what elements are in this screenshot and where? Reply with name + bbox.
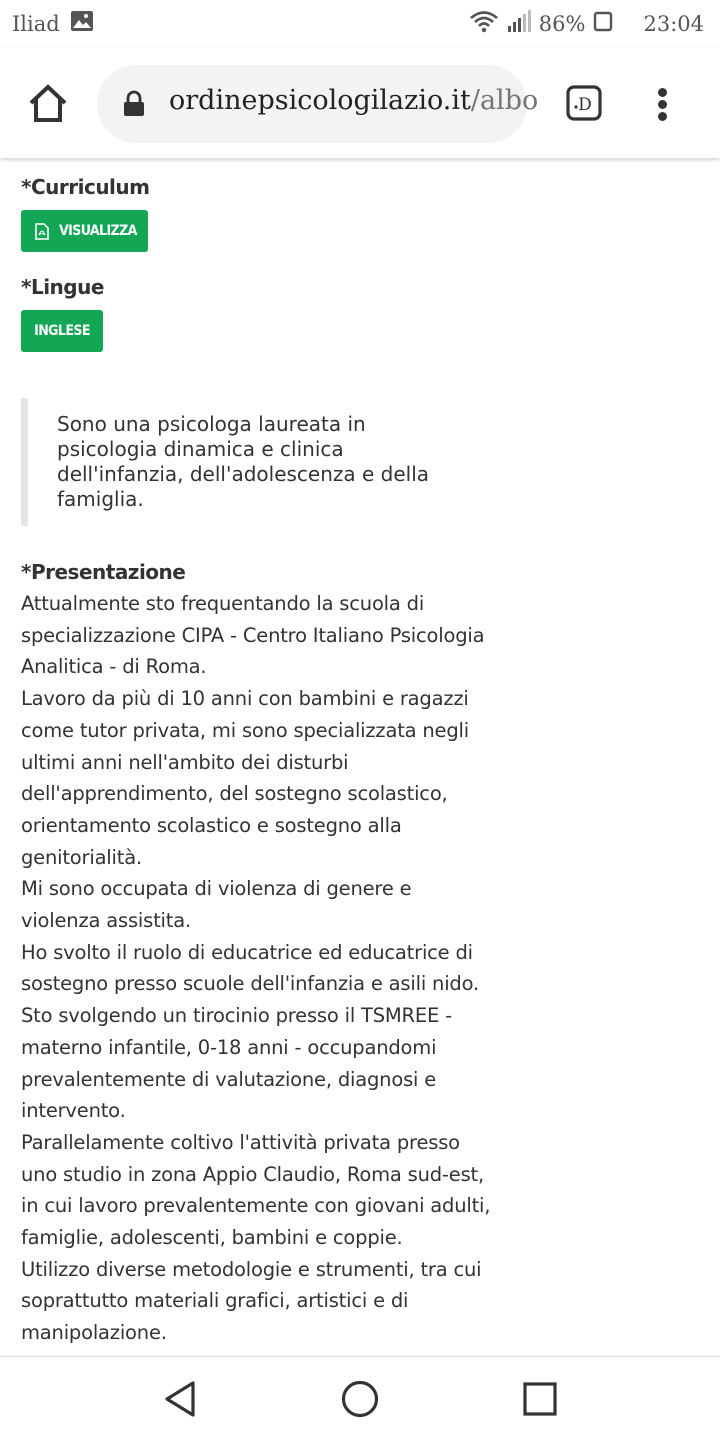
home-icon (26, 111, 70, 130)
presentation-label: *Presentazione (21, 560, 186, 584)
home-button[interactable] (26, 82, 70, 126)
image-notification-icon (70, 10, 94, 37)
presentation-text: Attualmente sto frequentando la scuola di specializzazione CIPA - Centro Italiano Psicologia Analitica - di Roma. Lavoro da più di 10 anni con bambini e ragazzi come tutor privata, mi sono specializzata negli ultimi anni nell'ambito dei disturbi dell'apprendimento, del sostegno scolastico, orientamento scolastico e sostegno alla genitorialità. Mi sono occupata di violenza di genere e violenza assistita. Ho svolto il ruolo di educatrice ed educatrice di sostegno presso scuole dell'infanzia e asili nido. Sto svolgendo un tirocinio presso il TSMREE - materno infantile, 0-18 anni - occupandomi prevalentemente di valutazione, diagnosi e intervento. Parallelamente coltivo l'attività privata presso uno studio in zona Appio Claudio, Roma sud-est, in cui lavoro prevalentemente con giovani adulti, famiglie, adolescenti, bambini e coppie. Utilizzo diverse metodologie e strumenti, tra cui soprattutto materiali grafici, artistici e di manipolazione. (21, 592, 491, 1345)
android-nav-bar (0, 1356, 720, 1441)
nav-home-button[interactable] (340, 1379, 380, 1419)
bio-quote-text: Sono una psicologa laureata in psicologia dinamica e clinica dell'infanzia, dell'adolescenza e della famiglia. (57, 412, 430, 511)
view-cv-button[interactable] (21, 210, 148, 252)
pdf-file-icon (35, 223, 49, 240)
battery-percent: 86% (538, 11, 586, 36)
address-bar[interactable] (97, 65, 539, 143)
url-domain: ordinepsicologilazio.it (169, 85, 471, 116)
back-triangle-icon (160, 1404, 200, 1423)
overflow-menu-button[interactable] (650, 84, 676, 124)
language-badge-english[interactable] (21, 310, 103, 352)
wifi-icon (469, 10, 499, 37)
status-bar (0, 0, 720, 48)
lock-icon (123, 91, 145, 121)
extension-button[interactable] (566, 85, 602, 125)
nav-recents-button[interactable] (520, 1379, 560, 1419)
signal-icon (507, 10, 531, 37)
lingue-label: *Lingue (21, 275, 104, 299)
clock: 23:04 (643, 11, 704, 36)
url-path: /albo (470, 85, 539, 116)
svg-text:D: D (578, 95, 592, 115)
nav-back-button[interactable] (160, 1379, 200, 1419)
battery-icon (593, 10, 613, 37)
language-badge-label: INGLESE (34, 323, 90, 339)
view-cv-label: VISUALIZZA (59, 223, 137, 239)
carrier-name: Iliad (12, 11, 60, 36)
extension-d-icon (566, 95, 602, 125)
browser-toolbar (0, 48, 720, 158)
recents-square-icon (520, 1404, 560, 1423)
url-text (169, 85, 539, 116)
curriculum-label: *Curriculum (21, 175, 150, 199)
bio-quote (21, 398, 461, 526)
home-circle-icon (340, 1404, 380, 1423)
